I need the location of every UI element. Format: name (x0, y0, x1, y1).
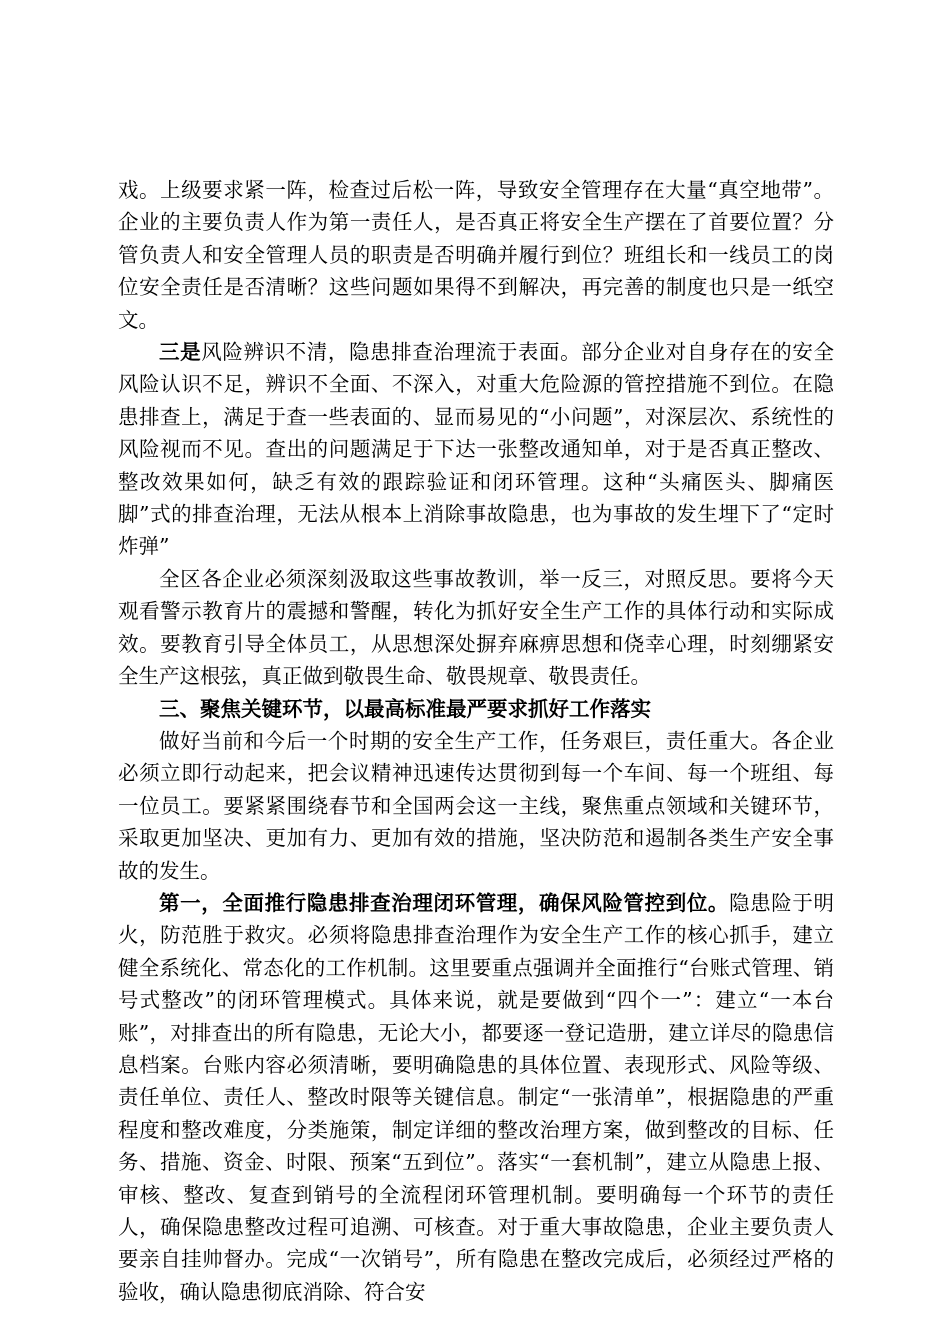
section-heading: 三、聚焦关键环节，以最高标准最严要求抓好工作落实 (159, 696, 651, 721)
paragraph-continuation: 戏。上级要求紧一阵，检查过后松一阵，导致安全管理存在大量“真空地带”。企业的主要负责人作为第一责任人，是否真正将安全生产摆在了首要位置？分管负责人和安全管理人员的职责是否明确并履行到位？班组长和一线员工的岗位安全责任是否清晰？这些问题如果得不到解决，再完善的制度也只是一纸空文。 (118, 178, 834, 332)
document-body (118, 174, 834, 1308)
paragraph-first-measure (118, 887, 834, 1308)
paragraph-point-three (118, 336, 834, 563)
paragraph-lead: 三是 (159, 340, 202, 365)
paragraph-body: 风险辨识不清，隐患排查治理流于表面。部分企业对自身存在的安全风险认识不足，辨识不全面、不深入，对重大危险源的管控措施不到位。在隐患排查上，满足于查一些表面的、显而易见的“小问题”，对深层次、系统性的风险视而不见。查出的问题满足于下达一张整改通知单，对于是否真正整改、整改效果如何，缺乏有效的跟踪验证和闭环管理。这种“头痛医头、脚痛医脚”式的排查治理，无法从根本上消除事故隐患，也为事故的发生埋下了“定时炸弹” (118, 340, 835, 559)
paragraph-lessons: 全区各企业必须深刻汲取这些事故教训，举一反三，对照反思。要将今天观看警示教育片的震撼和警醒，转化为抓好安全生产工作的具体行动和实际成效。要教育引导全体员工，从思想深处摒弃麻痹思想和侥幸心理，时刻绷紧安全生产这根弦，真正做到敬畏生命、敬畏规章、敬畏责任。 (118, 566, 834, 689)
paragraph-body: 隐患险于明火，防范胜于救灾。必须将隐患排查治理作为安全生产工作的核心抓手，建立健全系统化、常态化的工作机制。这里要重点强调并全面推行“台账式管理、销号式整改”的闭环管理模式。具体来说，就是要做到“四个一”：建立“一本台账”，对排查出的所有隐患，无论大小，都要逐一登记造册，建立详尽的隐患信息档案。台账内容必须清晰，要明确隐患的具体位置、表现形式、风险等级、责任单位、责任人、整改时限等关键信息。制定“一张清单”，根据隐患的严重程度和整改难度，分类施策，制定详细的整改治理方案，做到整改的目标、任务、措施、资金、时限、预案“五到位”。落实“一套机制”，建立从隐患上报、审核、整改、复查到销号的全流程闭环管理机制。要明确每一个环节的责任人，确保隐患整改过程可追溯、可核查。对于重大事故隐患，企业主要负责人要亲自挂帅督办。完成“一次销号”，所有隐患在整改完成后，必须经过严格的验收，确认隐患彻底消除、符合安 (118, 890, 834, 1304)
paragraph-lead: 第一，全面推行隐患排查治理闭环管理，确保风险管控到位。 (159, 890, 730, 915)
paragraph-section-intro: 做好当前和今后一个时期的安全生产工作，任务艰巨，责任重大。各企业必须立即行动起来，把会议精神迅速传达贯彻到每一个车间、每一个班组、每一位员工。要紧紧围绕春节和全国两会这一主线，聚焦重点领域和关键环节，采取更加坚决、更加有力、更加有效的措施，坚决防范和遏制各类生产安全事故的发生。 (118, 728, 834, 883)
